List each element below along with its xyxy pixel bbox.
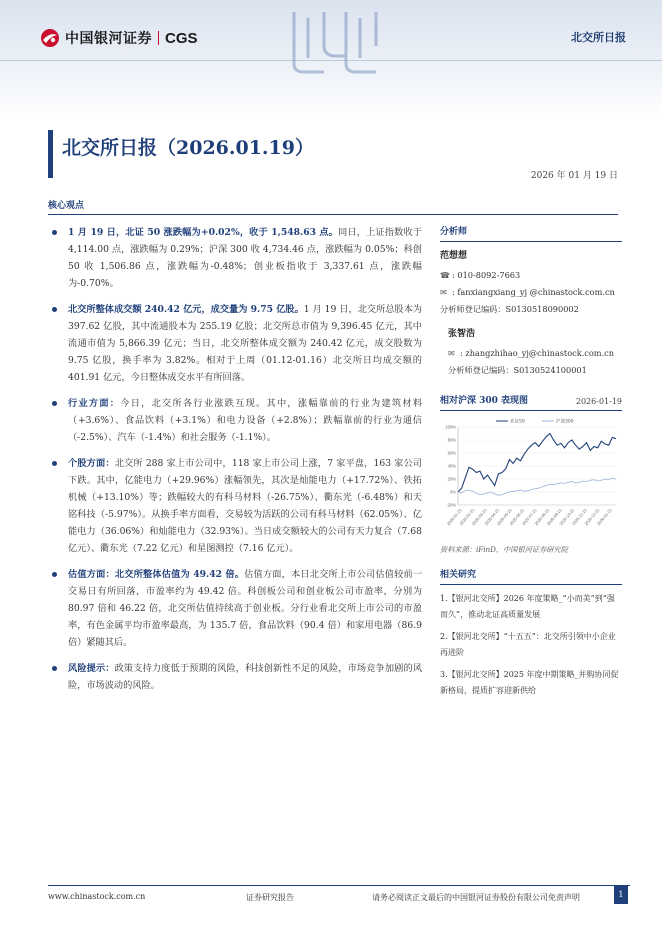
y-tick-label: 40% bbox=[447, 463, 456, 469]
bullet-text: 估值方面，本日北交所上市公司估值较前一交易日有所回落，市盈率约为 49.42 倍。科创板公司和创业板公司市盈率，分别为 80.97 倍和 46.22 倍，北交所估值持续高于创业板。分行业看北交所上市公司的市盈率，有色金属平均市盈率最高，为 135.7 倍，食品饮料（90.4 倍）和家用电器（86.9 倍）紧随其后。 bbox=[68, 569, 423, 648]
bullet-text: 北交所 288 家上市公司中，118 家上市公司上涨，7 家平盘，163 家公司下跌。其中，亿能电力（+29.96%）涨幅领先，其次是灿能电力（+17.72%）、铁拓机械（+13.10%）等；跌幅较大的有科马材料（-26.75%）、衢东光（-6.48%）和天铭科技（-5.97%）。从换手率方面看，交易较为活跃的公司有科马材料（62.05%）、亿能电力（36.06%）和灿能电力（32.93%）。当日成交额较大的公司有天力复合（7.68 亿元）、衢东光（7.22 亿元）和星图测控（7.16 亿元）。 bbox=[68, 458, 422, 554]
chart-date: 2026-01-19 bbox=[575, 397, 622, 406]
bullet-industry bbox=[50, 395, 422, 446]
bullet-text: 同日，上证指数收于 4,114.00 点，涨跌幅为 0.29%；沪深 300 收 4,734.46 点，涨跌幅为 0.05%；科创 50 收 1,506.86 点，涨跌幅为-0.48%；创业板指收于 3,337.61 点，涨跌幅为-0.70%。 bbox=[68, 227, 422, 289]
y-tick-label: 20% bbox=[447, 476, 456, 482]
analyst-2-email[interactable]: zhangzhihao_yj@chinastock.com.cn bbox=[465, 348, 615, 358]
x-tick-label: 2025-01-21 bbox=[445, 507, 463, 527]
related-item[interactable]: 1.【银河北交所】2026 年度策略_“小而美”到“强而久”，推动北证高质量发展 bbox=[440, 594, 615, 619]
x-tick-label: 2025-08-21 bbox=[533, 507, 551, 527]
y-tick-label: 80% bbox=[447, 437, 456, 443]
related-heading: 相关研究 bbox=[440, 567, 622, 585]
footer-report-type: 证券研究报告 bbox=[246, 893, 294, 902]
x-tick-label: 2025-03-21 bbox=[470, 507, 488, 527]
report-date: 2026 年 01 月 19 日 bbox=[530, 171, 618, 181]
page-title: 北交所日报（2026.01.19） bbox=[62, 137, 314, 159]
bullet-valuation bbox=[50, 566, 422, 651]
legend-label: 沪深300 bbox=[556, 419, 574, 425]
section-divider bbox=[48, 214, 618, 215]
brand-name-en: CGS bbox=[165, 29, 198, 47]
header-divider bbox=[0, 60, 662, 61]
y-tick-label: 0% bbox=[449, 489, 456, 495]
legend-label: 北证50 bbox=[510, 419, 525, 425]
x-tick-label: 2025-05-21 bbox=[495, 507, 513, 527]
analyst-2-name: 张智浩 bbox=[448, 329, 476, 339]
core-views-label: 核心观点 bbox=[48, 201, 85, 211]
analyst-heading: 分析师 bbox=[440, 224, 622, 242]
bullet-stocks bbox=[50, 455, 422, 557]
bullet-lead: 估值方面：北交所整体估值为 49.42 倍。 bbox=[68, 569, 245, 580]
title-accent-bar bbox=[48, 130, 53, 178]
x-tick-label: 2025-04-21 bbox=[483, 507, 501, 527]
bullet-lead: 行业方面： bbox=[68, 398, 121, 409]
bullet-text: 1 月 19 日，北交所总股本为 397.62 亿股，其中流通股本为 255.19 亿股；北交所总市值为 9,396.45 亿元，其中流通市值为 5,866.39 亿元；当日，北交所整体成交额为 240.42 亿元，成交股数为 9.75 亿股，换手率为 3.82%。相对于上周（01.12-01.16）北交所日均成交额的 401.91 亿元，今日整体成交水平有所回落。 bbox=[68, 304, 422, 383]
analyst-1-email-row: ✉ : fanxiangxiang_yj @chinastock.com.cn bbox=[440, 284, 622, 301]
x-tick-label: 2025-02-21 bbox=[458, 507, 476, 527]
email-icon: ✉ bbox=[448, 348, 455, 358]
bullet-risk bbox=[50, 660, 422, 694]
bullet-index bbox=[50, 224, 422, 292]
x-tick-label: 2025-10-21 bbox=[558, 507, 576, 527]
chart-header bbox=[440, 393, 622, 411]
bullet-lead: 1 月 19 日，北证 50 涨跌幅为+0.02%，收于 1,548.63 点。 bbox=[68, 227, 339, 238]
analyst-2-reg: 分析师登记编码：S0130524100001 bbox=[448, 365, 587, 375]
brand-name-cn: 中国银河证券 bbox=[65, 31, 152, 47]
bullet-text: 政策支持力度低于预期的风险，科技创新性不足的风险，市场竞争加剧的风险，市场波动的风险。 bbox=[68, 663, 423, 691]
bullet-turnover bbox=[50, 301, 422, 386]
x-tick-label: 2025-12-21 bbox=[583, 507, 601, 527]
chart-heading: 相对沪深 300 表现图 bbox=[440, 396, 529, 406]
header-report-type: 北交所日报 bbox=[571, 31, 626, 44]
analyst-1-reg: 分析师登记编码：S0130518090002 bbox=[440, 304, 579, 314]
y-tick-label: -20% bbox=[446, 502, 456, 508]
related-item[interactable]: 2.【银河北交所】“十五五”：北交所引领中小企业再进阶 bbox=[440, 632, 616, 657]
chart-source: 资料来源：iFinD，中国银河证券研究院 bbox=[440, 545, 568, 554]
y-tick-label: 60% bbox=[447, 450, 456, 456]
bullet-lead: 北交所整体成交额 240.42 亿元，成交量为 9.75 亿股。 bbox=[68, 304, 304, 315]
footer-divider bbox=[48, 885, 630, 886]
bullet-lead: 个股方面： bbox=[68, 458, 115, 469]
x-tick-label: 2025-11-21 bbox=[570, 507, 588, 527]
relative-performance-chart bbox=[440, 415, 622, 541]
x-tick-label: 2025-09-21 bbox=[545, 507, 563, 527]
decorative-emblem-icon bbox=[280, 6, 390, 76]
analyst-1-phone: 010-8092-7663 bbox=[457, 270, 521, 280]
footer-disclaimer: 请务必阅读正文最后的中国银河证券股份有限公司免责声明 bbox=[372, 893, 580, 902]
analyst-1-name: 范想想 bbox=[440, 251, 468, 261]
x-tick-label: 2026-01-21 bbox=[595, 507, 613, 527]
x-tick-label: 2025-06-21 bbox=[508, 507, 526, 527]
related-item[interactable]: 3.【银河北交所】2025 年度中期策略_并购协同促新格局，提质扩容迎新供给 bbox=[440, 670, 619, 695]
galaxy-logo-icon bbox=[40, 28, 60, 48]
sidebar bbox=[440, 224, 622, 705]
analyst-2-email-row: ✉ : zhangzhihao_yj@chinastock.com.cn bbox=[440, 345, 622, 362]
brand-separator bbox=[158, 31, 159, 45]
brand-logo bbox=[40, 28, 198, 48]
phone-icon: ☎ bbox=[440, 270, 451, 280]
email-icon: ✉ bbox=[440, 287, 447, 297]
series-line-bz50 bbox=[458, 434, 616, 493]
page-number: 1 bbox=[614, 886, 628, 904]
analyst-1-email[interactable]: fanxiangxiang_yj @chinastock.com.cn bbox=[457, 287, 615, 297]
y-tick-label: 100% bbox=[445, 424, 456, 430]
series-line-hs300 bbox=[458, 478, 616, 495]
core-views-list bbox=[50, 224, 422, 703]
bullet-text: 今日，北交所各行业涨跌互现。其中，涨幅靠前的行业为建筑材料（+3.6%）、食品饮料（+3.1%）和电力设备（+2.8%）；跌幅靠前的行业为通信（-2.5%）、汽车（-1.4%）和社会服务（-1.1%）。 bbox=[68, 398, 423, 443]
x-tick-label: 2025-07-21 bbox=[520, 507, 538, 527]
footer-website[interactable]: www.chinastock.com.cn bbox=[48, 892, 146, 901]
bullet-lead: 风险提示： bbox=[68, 663, 115, 674]
analyst-1-phone-row: ☎ : 010-8092-7663 bbox=[440, 267, 622, 284]
